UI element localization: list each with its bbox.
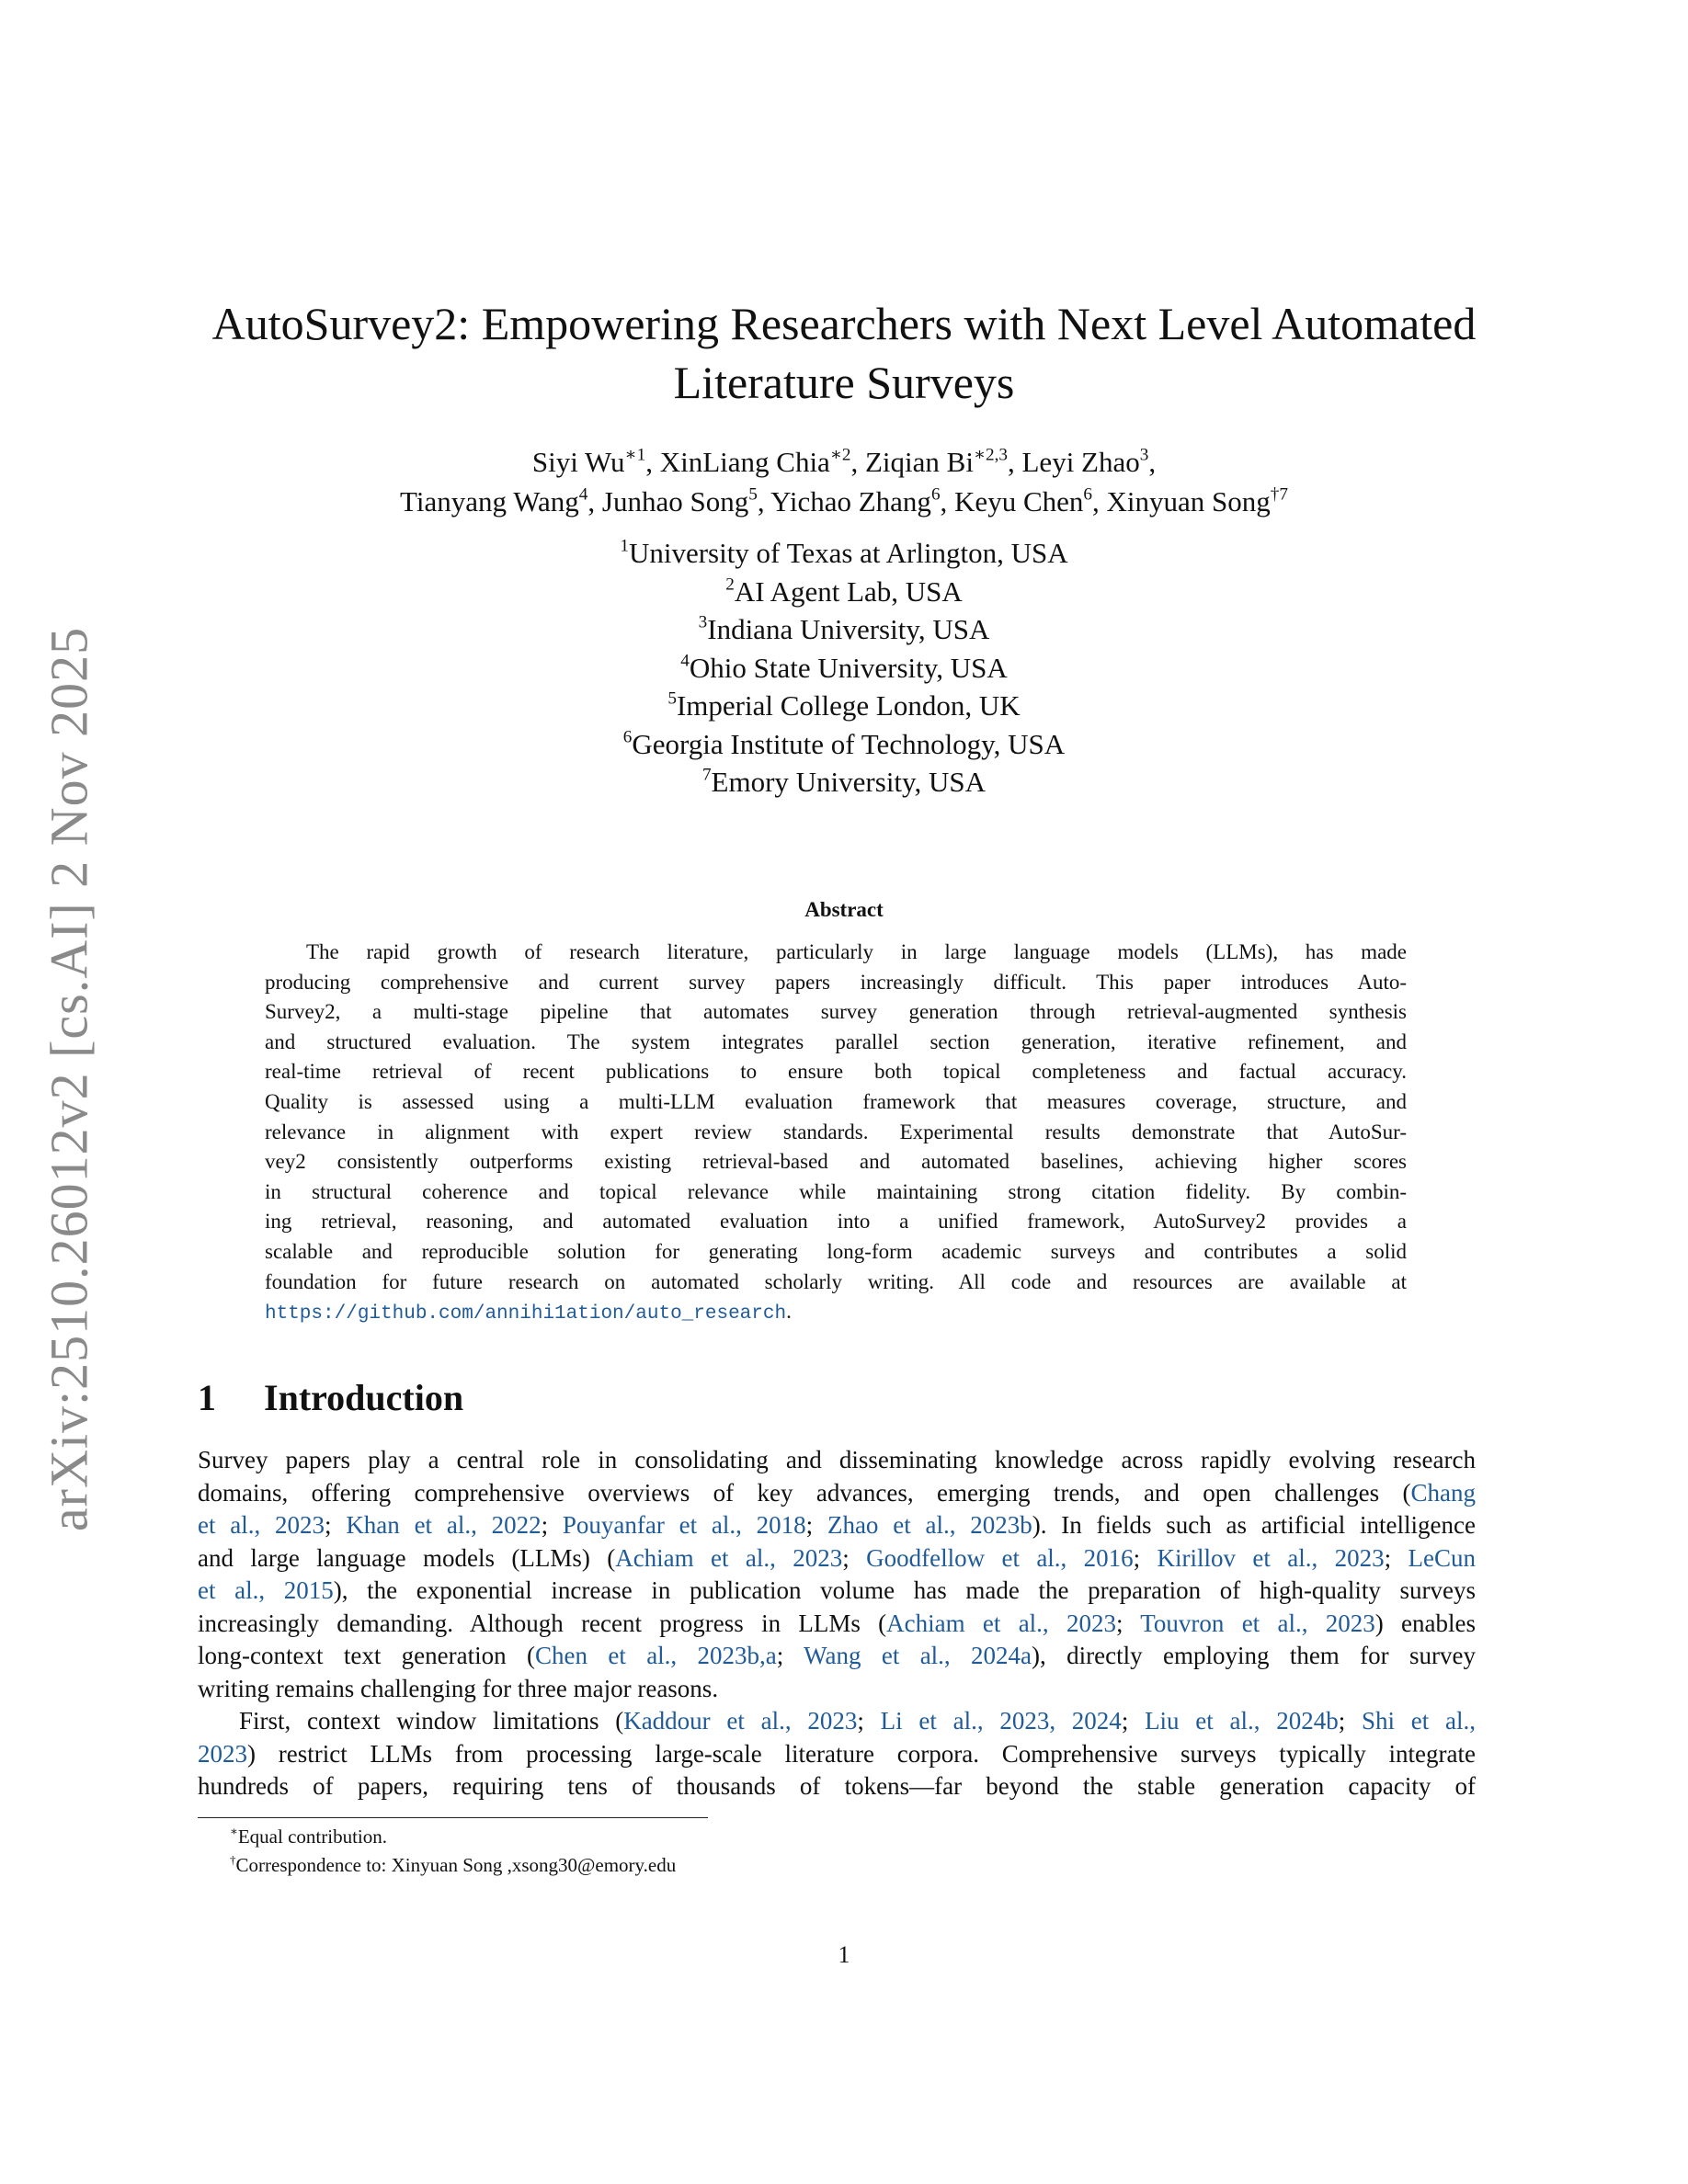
text-line [265,997,1407,1027]
text-segment: ; [1121,1707,1146,1735]
title-line-1: AutoSurvey2: Empowering Researchers with Next Level Automated [211,298,1477,349]
affiliation-name: Indiana University, USA [707,613,990,645]
author-affiliation-mark: 3 [1139,445,1149,465]
text-segment: ), the exponential increase in publication volume has made the preparation of high-quality surveys [333,1576,1476,1604]
footnote-text: Equal contribution. [237,1826,387,1848]
author [1107,485,1288,518]
section-heading [198,1376,463,1419]
text-segment: ; [325,1511,347,1539]
footnote-mark: † [230,1852,236,1867]
citation-link[interactable]: Chen et al., 2023b,a [534,1642,777,1669]
text-segment: and structured evaluation. The system integrates parallel section generation, iterative refinement, and [265,1029,1407,1053]
text-segment: scalable and reproducible solution for generating long-form academic surveys and contributes a solid [265,1240,1407,1263]
text-line [198,1508,1476,1541]
author [660,446,851,478]
affiliation-number: 7 [701,765,712,785]
footnote-rule [198,1817,708,1818]
author-affiliation-mark: 4 [578,484,588,505]
author-name: Junhao Song [601,485,749,518]
text-line [265,1268,1407,1297]
author-name: XinLiang Chia [659,446,830,478]
citation-link[interactable]: Liu et al., 2024b [1145,1707,1339,1735]
footnote-correspondence [230,1854,676,1877]
citation-link[interactable]: et al., 2015 [198,1576,334,1604]
author [865,446,1008,478]
text-line [198,1639,1476,1672]
text-line [265,1297,1407,1326]
affiliation-number: 2 [725,574,735,595]
author-affiliation-mark: †7 [1270,484,1288,505]
repository-link[interactable]: https://github.com/annihi1ation/auto_research [265,1303,787,1325]
citation-link[interactable]: Touvron et al., 2023 [1140,1609,1375,1637]
affiliation-name: Emory University, USA [711,766,987,798]
page-number: 1 [838,1941,850,1968]
text-line [265,1207,1407,1236]
citation-link[interactable]: Achiam et al., 2023 [886,1609,1116,1637]
affiliation-number: 3 [698,612,708,632]
citation-link[interactable]: Chang [1410,1478,1476,1507]
citation-link[interactable]: Goodfellow et al., 2016 [866,1543,1134,1572]
text-segment: ; [1338,1707,1363,1735]
text-line [198,1476,1476,1509]
author-name: Xinyuan Song [1106,485,1271,518]
author [1022,446,1149,478]
text-segment: ) restrict LLMs from processing large-scale literature corpora. Comprehensive surveys typically integrate [247,1739,1476,1768]
author-name: Keyu Chen [954,485,1084,518]
text-line [198,1541,1476,1575]
paper-title [0,294,1688,412]
text-segment: Survey2, a multi-stage pipeline that automates survey generation through retrieval-augmented synthesis [265,1000,1407,1024]
text-segment: relevance in alignment with expert review standards. Experimental results demonstrate that AutoSur- [265,1120,1407,1143]
affiliations [0,534,1688,802]
text-segment: producing comprehensive and current survey papers increasingly difficult. This paper introduces Auto- [265,970,1407,994]
text-segment: real-time retrieval of recent publications to ensure both topical completeness and factual accuracy. [265,1060,1407,1084]
citation-link[interactable]: 2023 [198,1739,247,1768]
text-line [198,1443,1476,1476]
text-segment: ; [857,1707,881,1735]
text-segment: and large language models (LLMs) ( [198,1543,616,1572]
text-line [198,1607,1476,1640]
text-line [265,1177,1407,1207]
citation-link[interactable]: Kaddour et al., 2023 [623,1707,858,1735]
text-segment: domains, offering comprehensive overviews of key advances, emerging trends, and open challenges ( [198,1478,1411,1507]
author-affiliation-mark: ∗1 [624,445,646,465]
text-segment: ; [805,1511,827,1539]
author [954,485,1092,518]
footnote-text: Correspondence to: Xinyuan Song ,xsong30@emory.edu [235,1854,677,1876]
section-title: Introduction [264,1377,464,1418]
author-affiliation-mark: ∗2,3 [973,445,1008,465]
abstract-heading: Abstract [804,898,884,921]
affiliation-number: 4 [680,651,690,671]
affiliation [0,687,1688,725]
text-segment: long-context text generation ( [198,1642,535,1669]
author-affiliation-mark: ∗2 [829,445,851,465]
affiliation-name: AI Agent Lab, USA [734,574,963,608]
author-name: Leyi Zhao [1021,446,1140,478]
affiliation-name: Georgia Institute of Technology, USA [632,727,1066,760]
citation-link[interactable]: et al., 2023 [198,1511,325,1539]
author-name: Tianyang Wang [400,485,579,518]
text-segment: The rapid growth of research literature, particularly in large language models (LLMs), has made [306,940,1407,963]
text-line [198,1737,1476,1770]
text-segment: First, context window limitations ( [239,1707,624,1735]
section-number: 1 [198,1377,216,1418]
text-segment: ), directly employing them for survey [1032,1642,1476,1669]
affiliation-name: Ohio State University, USA [689,651,1008,684]
author [400,485,587,518]
affiliation [0,573,1688,611]
text-line [198,1769,1476,1803]
text-segment: writing remains challenging for three major reasons. [198,1674,719,1702]
text-segment: ) enables [1374,1609,1476,1637]
text-line [265,938,1407,967]
citation-link[interactable]: Li et al., 2023, 2024 [880,1707,1122,1735]
footnote-mark: ∗ [230,1824,238,1838]
text-segment: vey2 consistently outperforms existing retrieval-based and automated baselines, achieving higher scores [265,1150,1407,1174]
affiliation-name: Imperial College London, UK [676,689,1021,722]
author-name: Siyi Wu [531,446,625,478]
text-line [198,1574,1476,1607]
affiliation-name: University of Texas at Arlington, USA [628,537,1068,569]
text-line [265,1237,1407,1267]
citation-link[interactable]: Shi et al., [1362,1707,1476,1735]
citation-link[interactable]: Pouyanfar et al., 2018 [562,1511,806,1539]
affiliation [0,763,1688,802]
author-name: Ziqian Bi [864,446,974,478]
author-name: Yichao Zhang [770,485,931,518]
author-affiliation-mark: 6 [1083,484,1092,505]
text-segment: ; [1133,1543,1158,1572]
text-segment: . [786,1300,792,1324]
author [532,446,645,478]
author [602,485,758,518]
text-segment: ; [1115,1609,1141,1637]
text-line [265,1147,1407,1177]
author-affiliation-mark: 6 [930,484,941,505]
text-segment: ). In fields such as artificial intelligence [1032,1511,1476,1539]
author-affiliation-mark: 5 [748,484,758,505]
affiliation-number: 6 [622,727,633,747]
author [770,485,940,518]
affiliation [0,610,1688,649]
footnote-equal-contribution [230,1826,387,1848]
citation-link[interactable]: Kirillov et al., 2023 [1157,1543,1385,1572]
text-segment: ; [842,1543,867,1572]
text-line [198,1672,1476,1705]
affiliation-number: 1 [620,536,629,556]
affiliation [0,649,1688,688]
text-segment: Quality is assessed using a multi-LLM evaluation framework that measures coverage, structure, and [265,1090,1407,1113]
text-segment: ; [776,1642,804,1669]
author-list-line-1: Siyi $Wu^{∗1}$, XinLiang Chia$^{∗2}$, Ziqian $Bi^{∗2,3}$, Leyi Zhao$^3$, [531,445,1157,478]
text-segment: increasingly demanding. Although recent progress in LLMs ( [198,1609,887,1637]
citation-link[interactable]: Zhao et al., 2023b [827,1511,1032,1539]
text-line [198,1704,1476,1737]
citation-link[interactable]: Achiam et al., 2023 [615,1543,843,1572]
text-segment: in structural coherence and topical relevance while maintaining strong citation fidelity. By combin- [265,1179,1407,1203]
author-list-line-2: Tianyang Wang$^4$, Junhao Song$^5$, Yichao Zhang$^6$, Keyu Chen$^6$, Xinyuan Song$^{\dagger 7}$ [400,484,1288,518]
citation-link[interactable]: Wang et al., 2024a [804,1642,1032,1669]
text-segment: Survey papers play a central role in consolidating and disseminating knowledge across rapidly evolving research [198,1446,1476,1473]
title-line-2: Literature Surveys [673,357,1015,408]
text-segment: ing retrieval, reasoning, and automated evaluation into a unified framework, AutoSurvey2 provides a [265,1210,1407,1234]
arxiv-identifier-stamp: arXiv:2510.26012v2 [cs.AI] 2 Nov 2025 [39,626,99,1532]
text-segment: hundreds of papers, requiring tens of thousands of tokens—far beyond the stable generation capacity of [198,1772,1476,1800]
text-segment: foundation for future research on automated scholarly writing. All code and resources are available at [265,1269,1407,1293]
citation-link[interactable]: Khan et al., 2022 [346,1511,542,1539]
text-line [265,1057,1407,1086]
affiliation [0,534,1688,573]
text-line [265,1118,1407,1147]
affiliation-number: 5 [667,688,677,709]
text-line [265,1028,1407,1057]
affiliation [0,725,1688,764]
text-segment: ; [1384,1543,1409,1572]
text-line [265,968,1407,997]
text-segment: ; [541,1511,563,1539]
text-line [265,1087,1407,1117]
citation-link[interactable]: LeCun [1408,1543,1476,1572]
